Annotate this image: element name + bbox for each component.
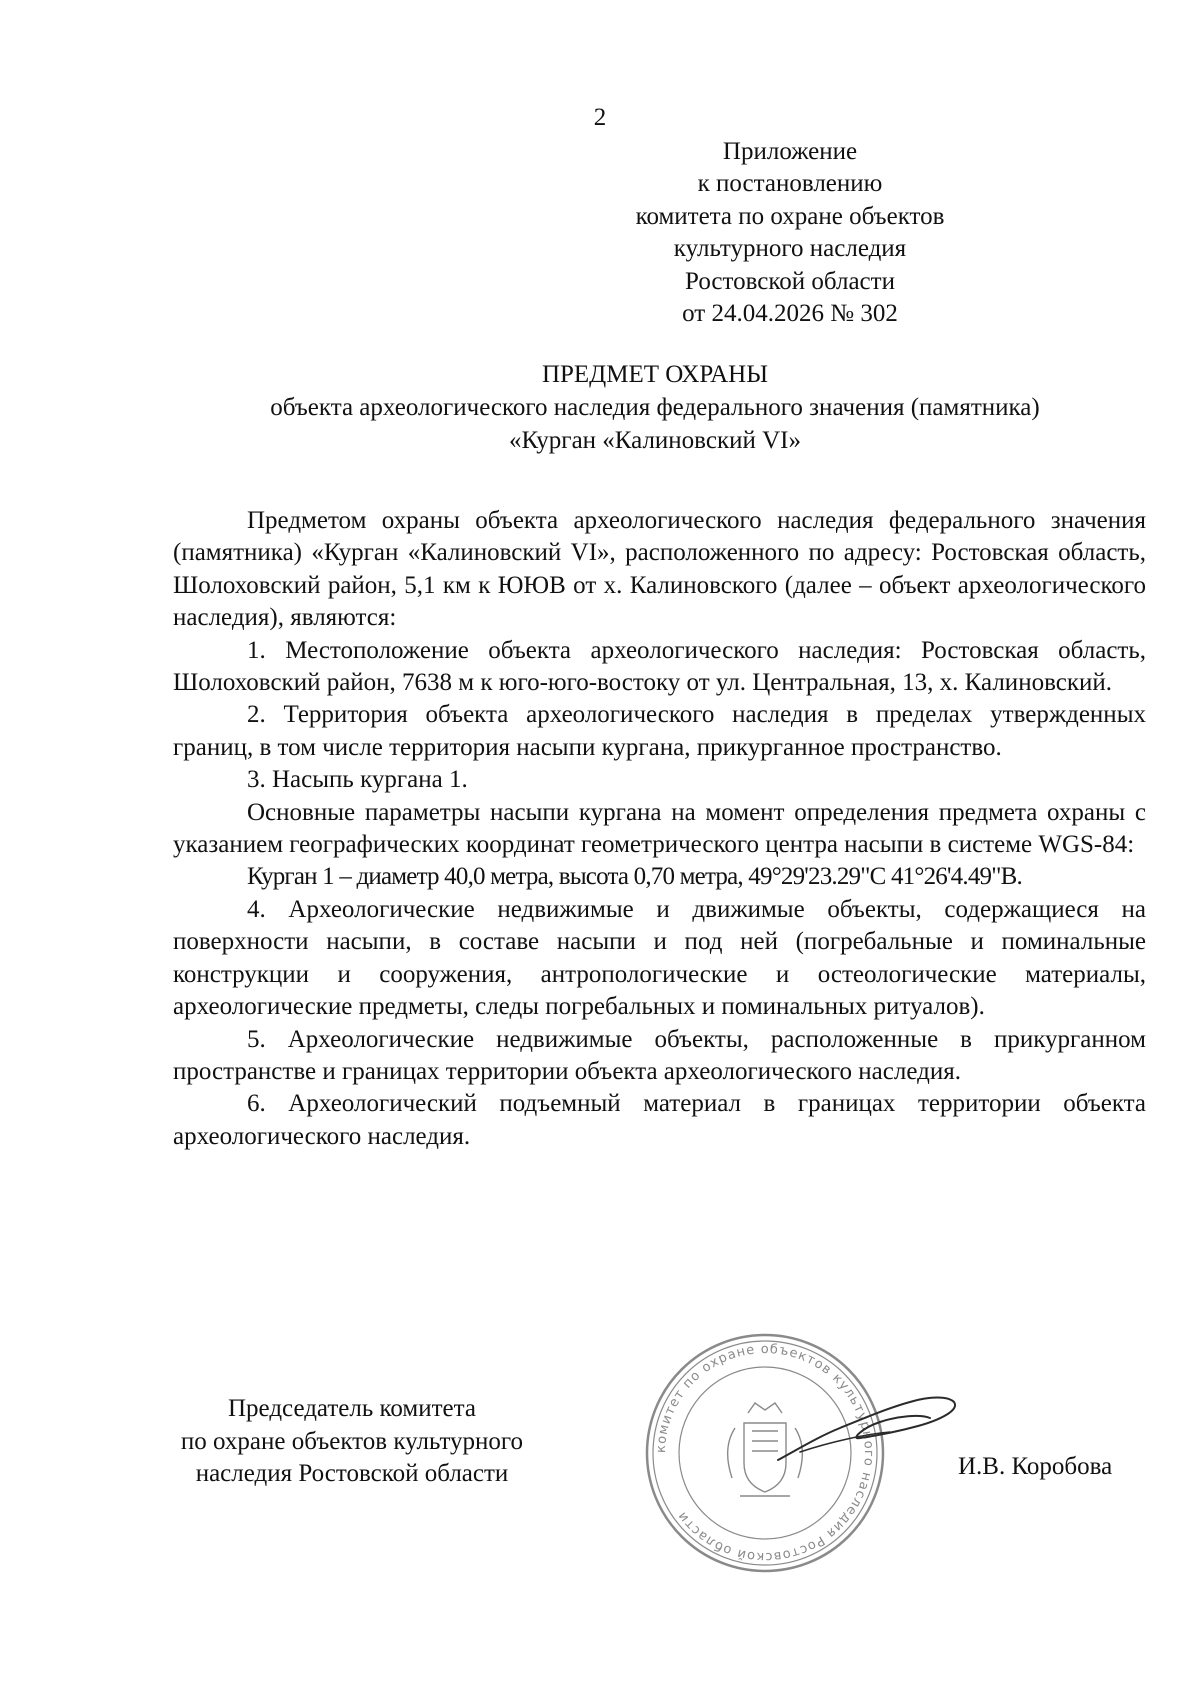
mound-parameters-paragraph: Основные параметры насыпи кургана на момент определения предмета охраны с указанием географических координат геометрического центра насыпи в системе WGS-84: bbox=[173, 798, 1146, 859]
appendix-line: к постановлению bbox=[697, 170, 883, 198]
title-heading: ПРЕДМЕТ ОХРАНЫ bbox=[541, 361, 769, 388]
appendix-line: комитета по охране объектов bbox=[635, 202, 945, 230]
item-4-objects: 4. Археологические недвижимые и движимые объекты, содержащиеся на поверхности насыпи, в составе насыпи и под ней (погребальные и поминальные конструкции и сооружения, антропологические и остеологические материалы, археологические предметы, следы погребальных и поминальных ритуалов). bbox=[173, 895, 1146, 1021]
appendix-line: Приложение bbox=[722, 138, 858, 165]
item-2-territory: 2. Территория объекта археологического наследия в пределах утвержденных границ, в том числе территория насыпи кургана, прикурганное пространство. bbox=[173, 701, 1146, 761]
document-title bbox=[150, 358, 1160, 457]
signer-position-line: по охране объектов культурного bbox=[180, 1427, 524, 1455]
item-1-location: 1. Местоположение объекта археологического наследия: Ростовская область, Шолоховский район, 7638 м к юго-юго-востоку от ул. Центральная, 13, х. Калиновский. bbox=[173, 636, 1146, 697]
signer-name: И.В. Коробова bbox=[958, 1453, 1113, 1480]
seal-ring-text: комитет по охране объектов культурного наследия Ростовской области bbox=[653, 1341, 877, 1565]
handwritten-signature bbox=[770, 1378, 970, 1488]
signer-position-line: Председатель комитета bbox=[228, 1395, 476, 1422]
appendix-date-number: от 24.04.2026 № 302 bbox=[682, 300, 898, 328]
page-number: 2 bbox=[593, 104, 607, 131]
signer-position-line: наследия Ростовской области bbox=[195, 1460, 509, 1487]
appendix-line: Ростовской области bbox=[685, 267, 895, 295]
item-6-material: 6. Археологический подъемный материал в границах территории объекта археологического наследия. bbox=[173, 1090, 1146, 1150]
document-body bbox=[173, 505, 1146, 1153]
intro-paragraph: Предметом охраны объекта археологического наследия федерального значения (памятника) «Курган «Калиновский VI», расположенного по адресу: Ростовская область, Шолоховский район, 5,1 км к ЮЮВ от х. Калиновского (далее – объект археологического наследия), являются: bbox=[173, 507, 1146, 632]
item-3-mound: 3. Насыпь кургана 1. bbox=[247, 766, 468, 794]
title-subtitle: объекта археологического наследия федерального значения (памятника) bbox=[270, 394, 1040, 421]
appendix-line: культурного наследия bbox=[673, 235, 907, 263]
item-5-objects: 5. Археологические недвижимые объекты, расположенные в прикурганном пространстве и границах территории объекта археологического наследия. bbox=[173, 1025, 1146, 1085]
title-object-name: «Курган «Калиновский VI» bbox=[509, 427, 801, 454]
mound-coordinates: Курган 1 – диаметр 40,0 метра, высота 0,70 метра, 49°29'23.29"С 41°26'4.49"В. bbox=[247, 863, 1022, 891]
signer-position bbox=[162, 1393, 542, 1491]
appendix-header bbox=[520, 136, 1060, 330]
